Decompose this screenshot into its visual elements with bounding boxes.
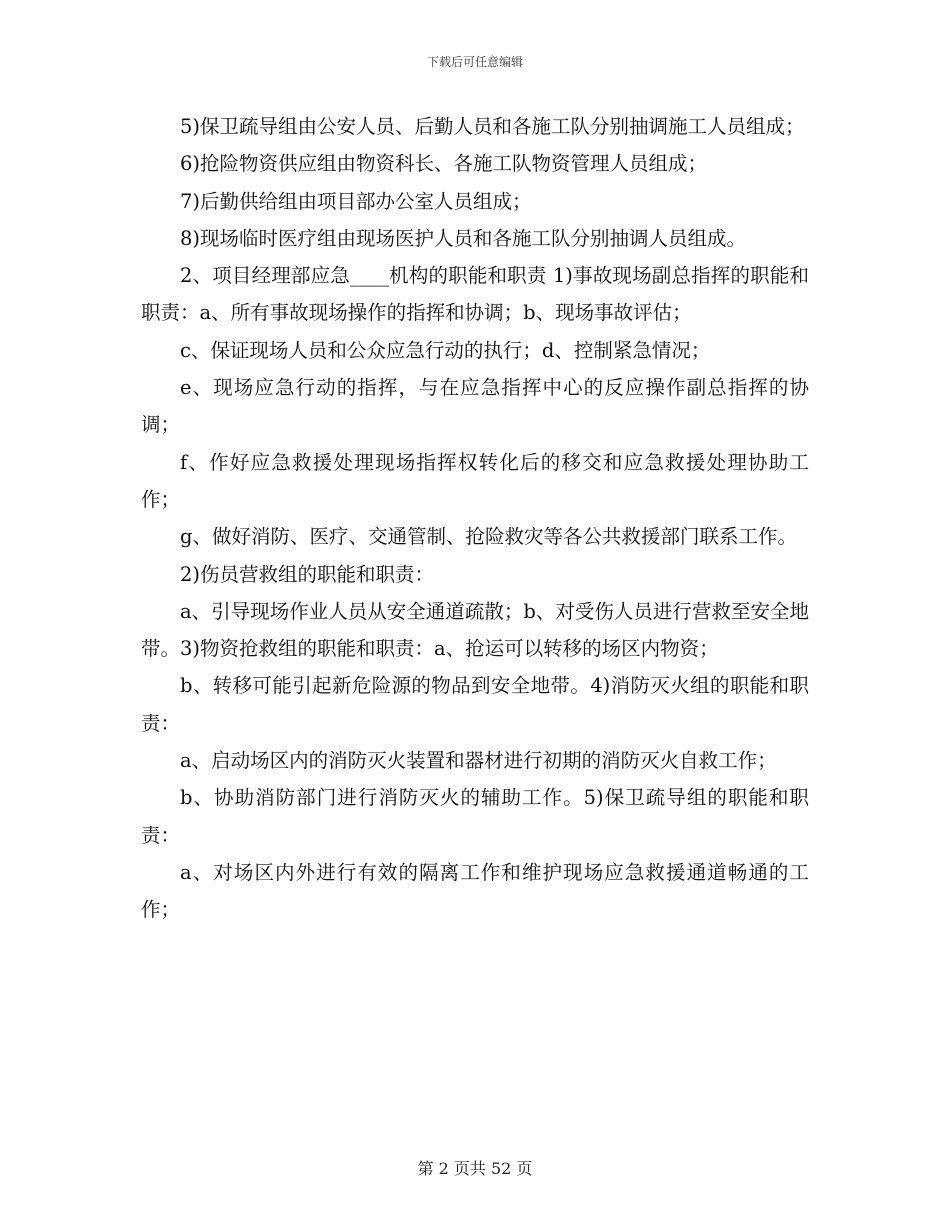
- paragraph: 6)抢险物资供应组由物资科长、各施工队物资管理人员组成；: [180, 152, 708, 176]
- paragraph: a、引导现场作业人员从安全通道疏散；b、对受伤人员进行营救至安全地带。3)物资抢救组的职能和职责：a、抢运可以转移的场区内物资；: [141, 599, 809, 661]
- paragraph: e、现场应急行动的指挥，与在应急指挥中心的反应操作副总指挥的协调；: [141, 376, 809, 437]
- paragraph: f、作好应急救援处理现场指挥权转化后的移交和应急救援处理协助工作；: [141, 450, 809, 511]
- paragraph: b、协助消防部门进行消防灭火的辅助工作。5)保卫疏导组的职能和职责：: [141, 786, 809, 847]
- paragraph: c、保证现场人员和公众应急行动的执行；d、控制紧急情况；: [180, 338, 711, 362]
- paragraph: 8)现场临时医疗组由现场医护人员和各施工队分别抽调人员组成。: [180, 226, 747, 250]
- paragraph: a、启动场区内的消防灭火装置和器材进行初期的消防灭火自救工作；: [180, 749, 777, 773]
- page-number: 第 2 页共 52 页: [417, 1159, 533, 1178]
- paragraph: b、转移可能引起新危险源的物品到安全地带。4)消防灭火组的职能和职责：: [141, 674, 809, 735]
- paragraph: 5)保卫疏导组由公安人员、后勤人员和各施工队分别抽调施工人员组成；: [180, 115, 805, 138]
- paragraph: 2、项目经理部应急____机构的职能和职责 1)事故现场副总指挥的职能和职责：a、所有事故现场操作的指挥和协调；b、现场事故评估；: [141, 264, 809, 325]
- paragraph: a、对场区内外进行有效的隔离工作和维护现场应急救援通道畅通的工作；: [141, 860, 809, 922]
- paragraph: 2)伤员营救组的职能和职责：: [180, 562, 435, 586]
- paragraph: 7)后勤供给组由项目部办公室人员组成；: [180, 189, 532, 213]
- paragraph: g、做好消防、医疗、交通管制、抢险救灾等各公共救援部门联系工作。: [180, 525, 797, 549]
- document-body: [141, 108, 809, 929]
- page-header-note: 下载后可任意编辑: [426, 55, 523, 69]
